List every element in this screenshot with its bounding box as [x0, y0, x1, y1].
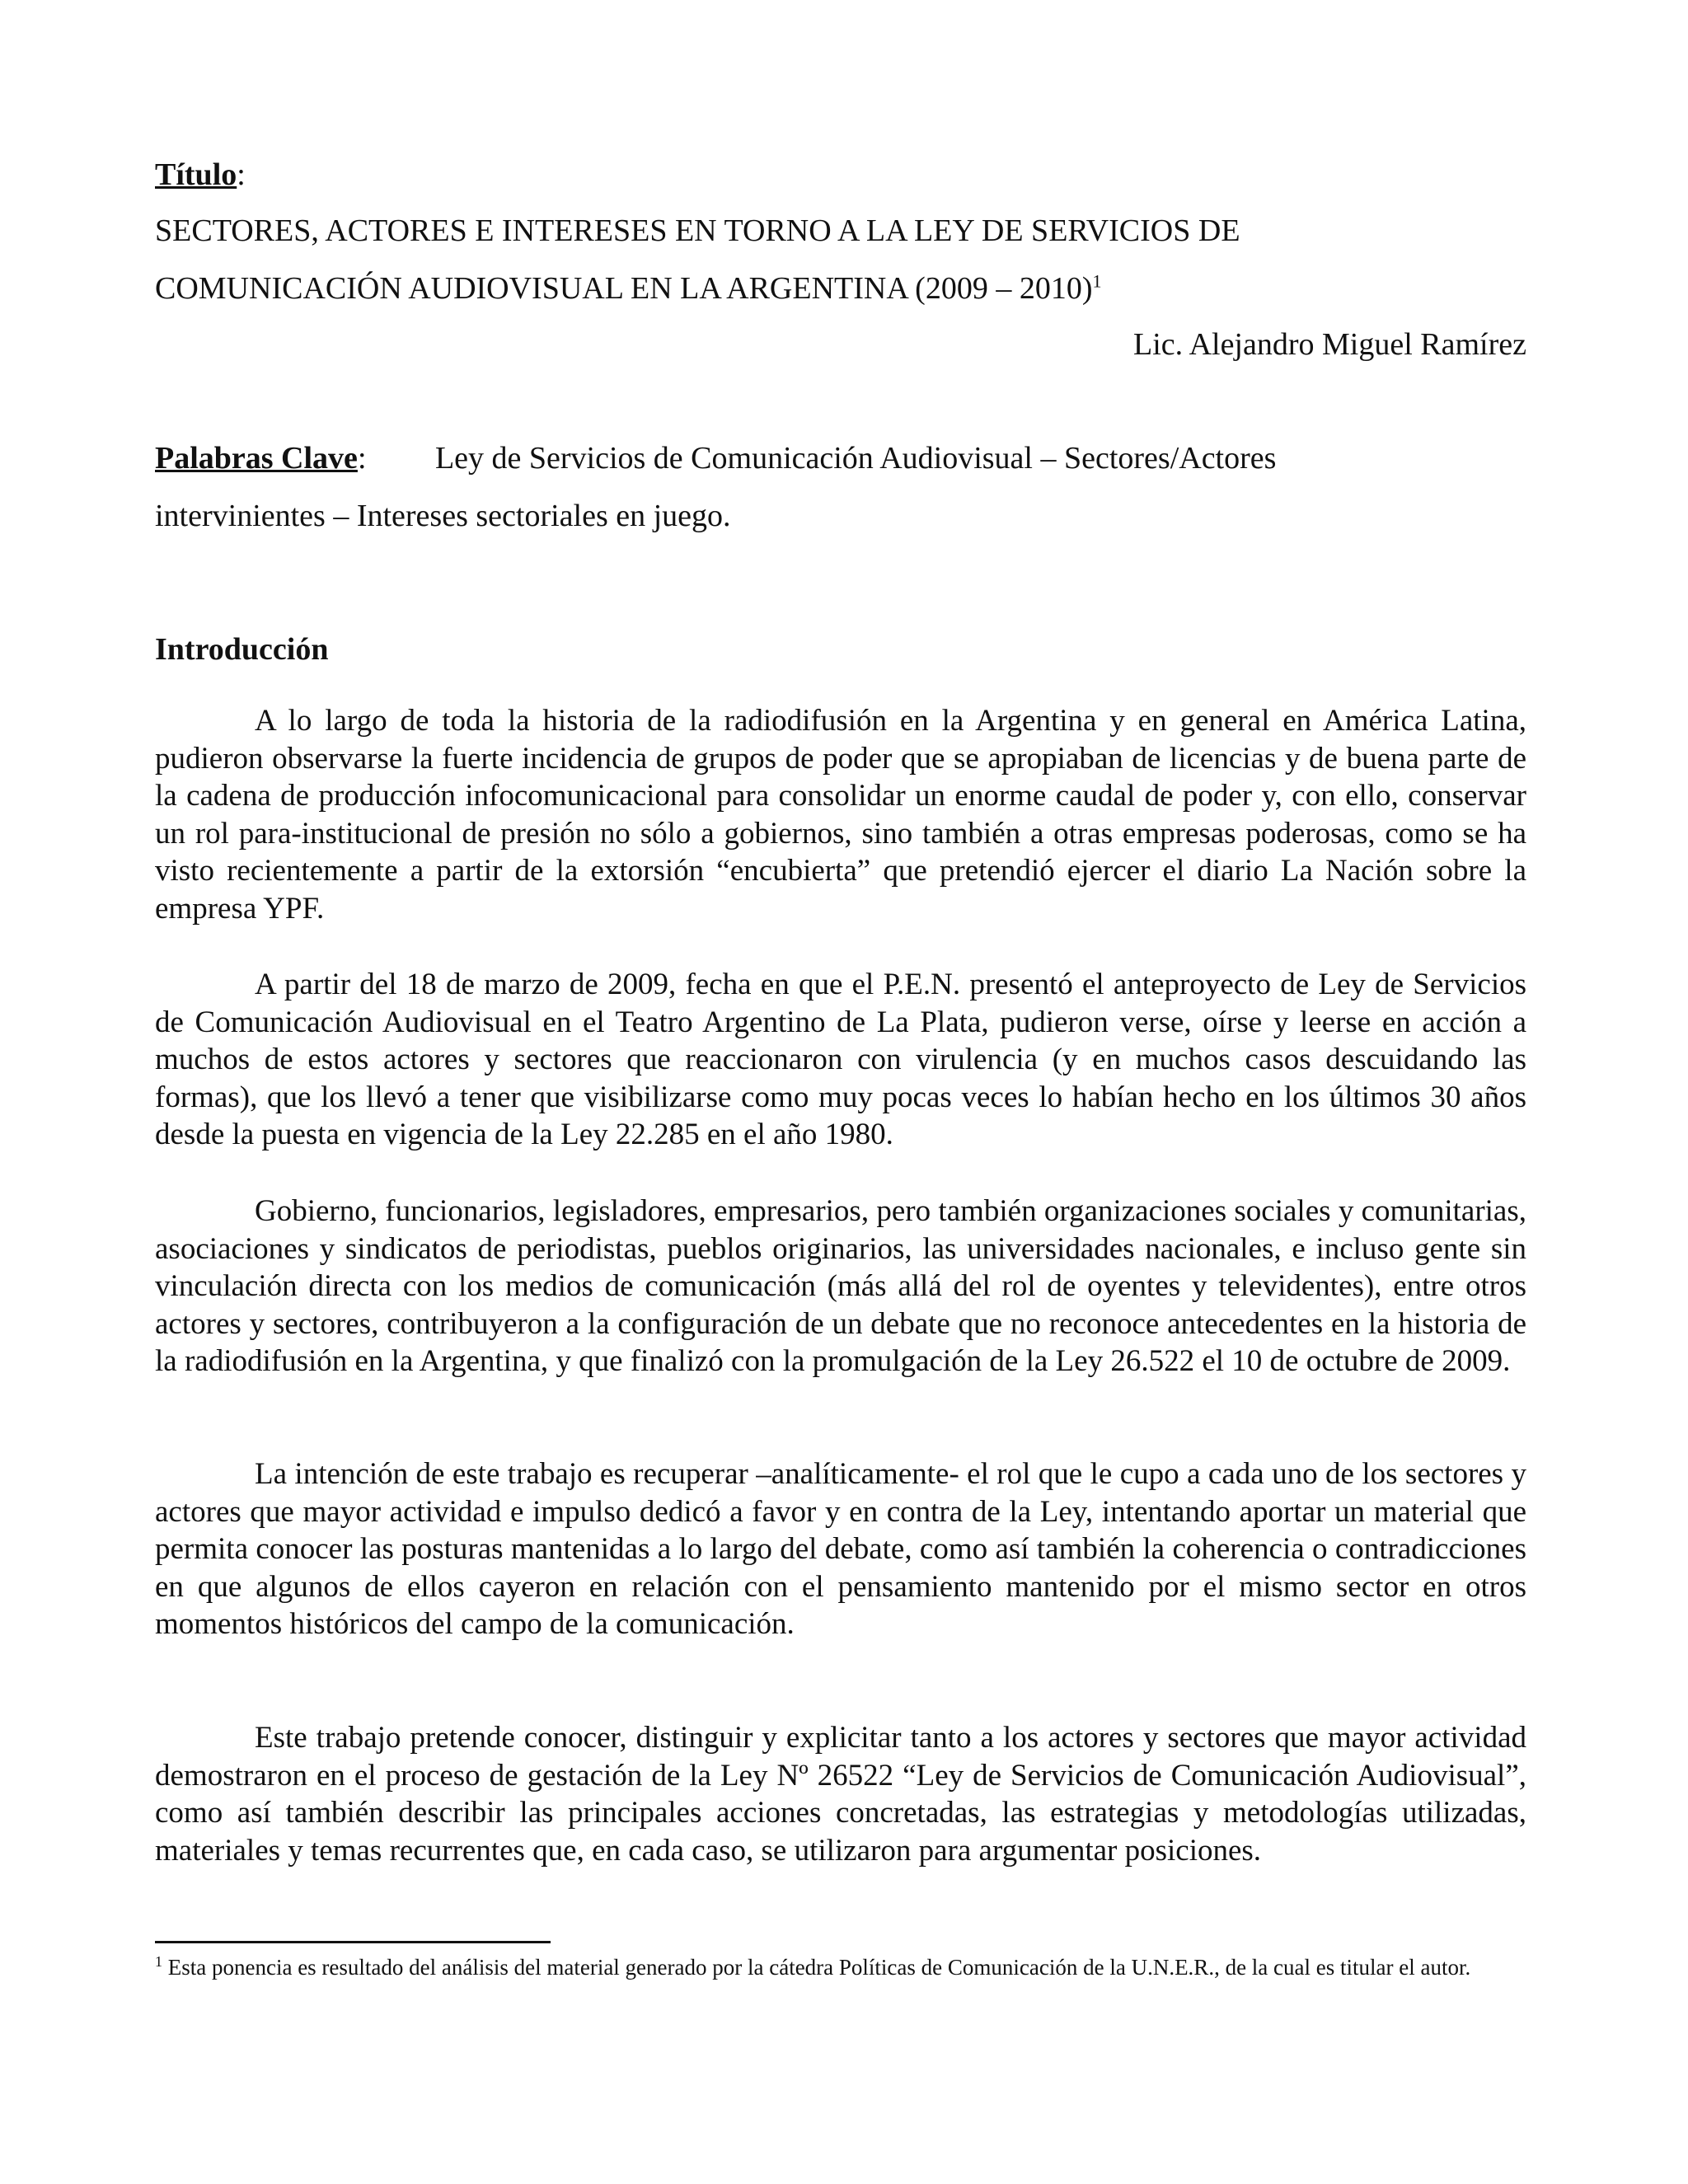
footnote-divider — [155, 1941, 551, 1943]
paragraph-1: A lo largo de toda la historia de la radiodifusión en la Argentina y en general en América Latina, pudieron observarse la fuerte incidencia de grupos de poder que se apropiaban de licencias y de buena parte de la cadena de producción infocomunicacional para consolidar un enorme caudal de poder y, con ello, conservar un rol para-institucional de presión no sólo a gobiernos, sino también a otras empresas poderosas, como se ha visto recientemente a partir de la extorsión “encubierta” que pretendió ejercer el diario La Nación sobre la empresa YPF. — [155, 704, 1526, 926]
title-label — [155, 155, 246, 194]
title-line-2-text: COMUNICACIÓN AUDIOVISUAL EN LA ARGENTINA (2009 – 2010) — [155, 271, 1093, 306]
title-line-1: SECTORES, ACTORES E INTERESES EN TORNO A LA LEY DE SERVICIOS DE — [155, 213, 1240, 248]
footnote-reference[interactable]: 1 — [1092, 270, 1102, 292]
paragraph-2: A partir del 18 de marzo de 2009, fecha en que el P.E.N. presentó el anteproyecto de Ley de Servicios de Comunicación Audiovisual en el Teatro Argentino de La Plata, pudieron verse, oírse y leerse en acción a muchos de estos actores y sectores que reaccionaron con virulencia (y en muchos casos descuidando las formas), que los llevó a tener que visibilizarse como muy pocas veces lo habían hecho en los últimos 30 años desde la puesta en vigencia de la Ley 22.285 en el año 1980. — [155, 968, 1526, 1151]
footnote-number: 1 — [155, 1953, 162, 1970]
paragraph-4: La intención de este trabajo es recuperar –analíticamente- el rol que le cupo a cada uno de los sectores y actores que mayor actividad e impulso dedicó a favor y en contra de la Ley, intentando aportar un material que permita conocer las posturas mantenidas a lo largo del debate, como así también la coherencia o contradicciones en que algunos de ellos cayeron en relación con el pensamiento mantenido por el mismo sector en otros momentos históricos del campo de la comunicación. — [155, 1457, 1526, 1641]
title-line-2 — [155, 269, 1102, 308]
keywords-label: Palabras Clave — [155, 441, 358, 476]
paragraph-5: Este trabajo pretende conocer, distinguir y explicitar tanto a los actores y sectores que mayor actividad demostraron en el proceso de gestación de la Ley Nº 26522 “Ley de Servicios de Comunicación Audiovisual”, como así también describir las principales acciones concretadas, las estrategias y metodologías utilizadas, materiales y temas recurrentes que, en cada caso, se utilizaron para argumentar posiciones. — [155, 1721, 1526, 1868]
title-label-text: Título — [155, 157, 237, 192]
title-label-colon: : — [237, 157, 246, 192]
section-heading: Introducción — [155, 632, 329, 667]
footnote-text: Esta ponencia es resultado del análisis del material generado por la cátedra Políticas de Comunicación de la U.N.E.R., de la cual es titular el autor. — [167, 1955, 1471, 1980]
keywords-line-1 — [155, 438, 1526, 478]
keywords-text-1: Ley de Servicios de Comunicación Audiovisual – Sectores/Actores — [434, 441, 1277, 476]
author-name: Lic. Alejandro Miguel Ramírez — [1133, 327, 1526, 362]
keywords-colon: : — [357, 441, 367, 476]
keywords-line-2: intervinientes – Intereses sectoriales en juego. — [155, 499, 731, 533]
paragraph-3: Gobierno, funcionarios, legisladores, empresarios, pero también organizaciones sociales y comunitarias, asociaciones y sindicatos de periodistas, pueblos originarios, las universidades nacionales, e incluso gente sin vinculación directa con los medios de comunicación (más allá del rol de oyentes y televidentes), entre otros actores y sectores, contribuyeron a la configuración de un debate que no reconoce antecedentes en la historia de la radiodifusión en la Argentina, y que finalizó con la promulgación de la Ley 26.522 el 10 de octubre de 2009. — [155, 1194, 1526, 1378]
footnote — [155, 1953, 1526, 1981]
